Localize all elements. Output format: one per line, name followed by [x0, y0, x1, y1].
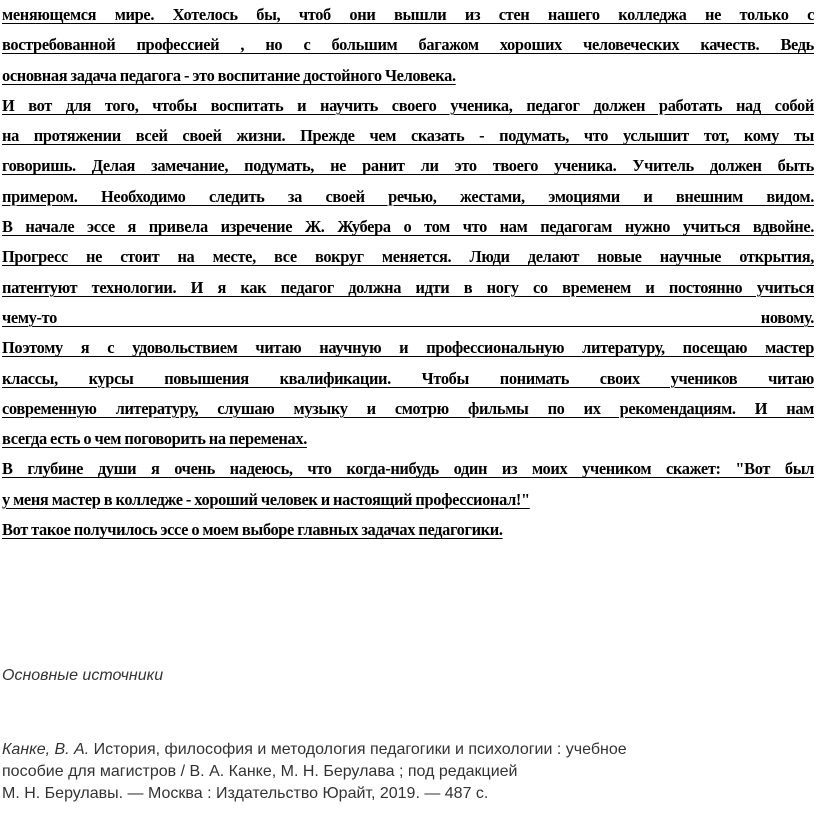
essay-line: говоришь. Делая замечание, подумать, не ранит ли это твоего ученика. Учитель должен быть	[2, 156, 814, 176]
essay-line: Вот такое получилось эссе о моем выборе главных задачах педагогики.	[2, 520, 503, 540]
essay-line: В глубине души я очень надеюсь, что когда-нибудь один из моих учеником скажет: "Вот был	[2, 459, 814, 479]
citation-line: М. Н. Берулавы. — Москва : Издательство Юрайт, 2019. — 487 с.	[2, 785, 489, 802]
essay-line: основная задача педагога - это воспитание достойного Человека.	[2, 65, 456, 85]
essay-line: востребованной профессией , но с большим багажом хороших человеческих качеств. Ведь	[2, 35, 814, 55]
essay-line: у меня мастер в колледже - хороший человек и настоящий профессионал!"	[2, 489, 530, 509]
essay-line: меняющемся мире. Хотелось бы, чтоб они вышли из стен нашего колледжа не только с	[2, 5, 814, 24]
citation	[2, 739, 814, 805]
essay-line: чему-то новому.	[2, 307, 814, 327]
essay-text	[2, 0, 814, 545]
essay-line: И вот для того, чтобы воспитать и научить своего ученика, педагог должен работать над собой	[2, 95, 814, 115]
essay-line: патентуют технологии. И я как педагог должна идти в ногу со временем и постоянно учиться	[2, 277, 814, 297]
essay-line: В начале эссе я привела изречение Ж. Жубера о том что нам педагогам нужно учиться вдвойне.	[2, 217, 814, 237]
citation-title: История, философия и методология педагогики и психологии : учебное	[89, 741, 627, 758]
citation-line	[2, 739, 814, 761]
essay-line: классы, курсы повышения квалификации. Чтобы понимать своих учеников читаю	[2, 368, 814, 388]
citation-author: Канке, В. А.	[2, 741, 90, 758]
essay-line: Прогресс не стоит на месте, все вокруг меняется. Люди делают новые научные открытия,	[2, 247, 814, 267]
essay-line: Поэтому я с удовольствием читаю научную и профессиональную литературу, посещаю мастер	[2, 338, 814, 358]
essay-line: всегда есть о чем поговорить на переменах.	[2, 429, 307, 449]
sources-heading: Основные источники	[2, 667, 164, 684]
essay-line: на протяжении всей своей жизни. Прежде чем сказать - подумать, что услышит тот, кому ты	[2, 126, 814, 146]
citation-line: пособие для магистров / В. А. Канке, М. Н. Берулава ; под редакцией	[2, 763, 518, 780]
essay-line: современную литературу, слушаю музыку и смотрю фильмы по их рекомендациям. И нам	[2, 398, 814, 418]
essay-line: примером. Необходимо следить за своей речью, жестами, эмоциями и внешним видом.	[2, 186, 814, 206]
